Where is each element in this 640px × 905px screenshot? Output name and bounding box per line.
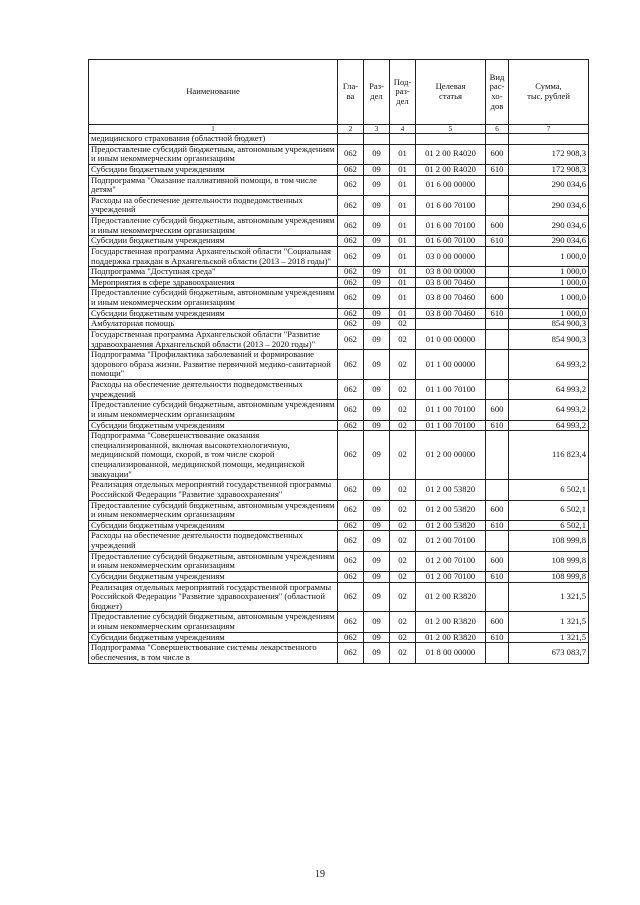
row-name: Подпрограмма "Профилактика заболеваний и формирование здорового образа жизни. Развитие первичной медико-санитарной помощи": [89, 350, 338, 380]
row-target-article: 01 2 00 70100: [416, 571, 486, 582]
table-row: [89, 308, 589, 319]
row-subsection: 02: [390, 520, 416, 531]
row-name: Предоставление субсидий бюджетным, автономным учреждениям и иным некоммерческим организациям: [89, 216, 338, 236]
row-subsection: 02: [390, 380, 416, 400]
table-row: [89, 431, 589, 480]
row-subsection: 02: [390, 431, 416, 480]
row-name: Подпрограмма "Совершенствование оказания специализированной, включая высокотехнологичную, медицинской помощи, скорой, в том числе скорой специализированной, медицинской помощи, медицинской эвакуации": [89, 431, 338, 480]
row-amount: 116 823,4: [509, 431, 589, 480]
row-amount: 6 502,1: [509, 520, 589, 531]
row-target-article: 01 1 00 00000: [416, 350, 486, 380]
row-subsection: [390, 134, 416, 145]
row-subsection: 02: [390, 319, 416, 330]
row-amount: 673 083,7: [509, 643, 589, 663]
row-amount: 172 908,3: [509, 164, 589, 175]
row-target-article: 01 0 00 00000: [416, 329, 486, 349]
table-row: [89, 195, 589, 215]
row-target-article: [416, 319, 486, 330]
row-section: 09: [364, 329, 390, 349]
header-podrazdel: Под- раз- дел: [390, 60, 416, 125]
row-name: Предоставление субсидий бюджетным, автономным учреждениям и иным некоммерческим организациям: [89, 612, 338, 632]
table-row: [89, 420, 589, 431]
column-index: 4: [390, 125, 416, 134]
row-amount: 854 900,3: [509, 319, 589, 330]
row-amount: 1 000,0: [509, 267, 589, 278]
row-name: Государственная программа Архангельской области "Социальная поддержка граждан в Архангельской области (2013 – 2018 годы)": [89, 246, 338, 266]
header-name: Наименование: [89, 60, 338, 125]
row-target-article: 01 2 00 00000: [416, 431, 486, 480]
row-section: 09: [364, 480, 390, 500]
header-amount: Сумма, тыс. рублей: [509, 60, 589, 125]
row-subsection: 02: [390, 612, 416, 632]
row-section: 09: [364, 551, 390, 571]
row-name: Субсидии бюджетным учреждениям: [89, 420, 338, 431]
header-target-article: Целевая статья: [416, 60, 486, 125]
row-section: 09: [364, 144, 390, 164]
table-row: [89, 134, 589, 145]
row-name: Подпрограмма "Оказание паллиативной помощи, в том числе детям": [89, 175, 338, 195]
row-section: 09: [364, 380, 390, 400]
row-amount: [509, 134, 589, 145]
table-row: [89, 216, 589, 236]
row-amount: 1 000,0: [509, 288, 589, 308]
table-body: [89, 134, 589, 664]
row-chapter: 062: [338, 216, 364, 236]
row-amount: 64 993,2: [509, 350, 589, 380]
row-expense-type: [486, 246, 509, 266]
row-target-article: 03 8 00 70460: [416, 308, 486, 319]
row-subsection: 01: [390, 267, 416, 278]
row-amount: 1 000,0: [509, 277, 589, 288]
row-chapter: 062: [338, 420, 364, 431]
row-expense-type: 610: [486, 236, 509, 247]
row-expense-type: 600: [486, 400, 509, 420]
table-row: [89, 144, 589, 164]
row-name: Реализация отдельных мероприятий государственной программы Российской Федерации "Развитие здравоохранения": [89, 480, 338, 500]
row-chapter: 062: [338, 267, 364, 278]
row-chapter: [338, 134, 364, 145]
row-name: Реализация отдельных мероприятий государственной программы Российской Федерации "Развитие здравоохранения" (областной бюджет): [89, 582, 338, 612]
row-amount: 290 034,6: [509, 216, 589, 236]
column-index: 1: [89, 125, 338, 134]
row-chapter: 062: [338, 431, 364, 480]
row-section: 09: [364, 643, 390, 663]
row-section: [364, 134, 390, 145]
row-section: 09: [364, 195, 390, 215]
row-expense-type: 610: [486, 420, 509, 431]
row-chapter: 062: [338, 195, 364, 215]
row-expense-type: 600: [486, 612, 509, 632]
row-subsection: 02: [390, 582, 416, 612]
row-target-article: 01 2 00 53820: [416, 480, 486, 500]
row-section: 09: [364, 308, 390, 319]
row-target-article: 01 6 00 70100: [416, 236, 486, 247]
row-name: Предоставление субсидий бюджетным, автономным учреждениям и иным некоммерческим организациям: [89, 551, 338, 571]
row-amount: 1 321,5: [509, 612, 589, 632]
row-amount: 6 502,1: [509, 480, 589, 500]
table-row: [89, 643, 589, 663]
table-row: [89, 571, 589, 582]
row-subsection: 02: [390, 643, 416, 663]
budget-table-sheet: [88, 59, 588, 664]
table-row: [89, 267, 589, 278]
row-chapter: 062: [338, 582, 364, 612]
row-chapter: 062: [338, 350, 364, 380]
row-target-article: 01 2 00 70100: [416, 531, 486, 551]
row-name: Предоставление субсидий бюджетным, автономным учреждениям и иным некоммерческим организациям: [89, 288, 338, 308]
row-name: Мероприятия в сфере здравоохранения: [89, 277, 338, 288]
header-glava: Гла- ва: [338, 60, 364, 125]
row-amount: 64 993,2: [509, 380, 589, 400]
row-section: 09: [364, 531, 390, 551]
row-section: 09: [364, 400, 390, 420]
row-target-article: 01 2 00 53820: [416, 520, 486, 531]
table-row: [89, 329, 589, 349]
row-chapter: 062: [338, 288, 364, 308]
column-index: 3: [364, 125, 390, 134]
row-amount: 290 034,6: [509, 195, 589, 215]
row-subsection: 01: [390, 308, 416, 319]
row-name: Предоставление субсидий бюджетным, автономным учреждениям и иным некоммерческим организациям: [89, 500, 338, 520]
table-row: [89, 480, 589, 500]
row-expense-type: [486, 267, 509, 278]
row-expense-type: [486, 643, 509, 663]
row-chapter: 062: [338, 319, 364, 330]
table-row: [89, 288, 589, 308]
column-index: 5: [416, 125, 486, 134]
row-target-article: 03 8 00 70460: [416, 277, 486, 288]
column-index: 6: [486, 125, 509, 134]
row-target-article: 03 0 00 00000: [416, 246, 486, 266]
row-target-article: 01 2 00 R4020: [416, 164, 486, 175]
table-row: [89, 612, 589, 632]
row-subsection: 01: [390, 195, 416, 215]
row-subsection: 02: [390, 480, 416, 500]
table-row: [89, 164, 589, 175]
row-chapter: 062: [338, 612, 364, 632]
header-razdel: Раз- дел: [364, 60, 390, 125]
row-target-article: 01 1 00 70100: [416, 380, 486, 400]
row-section: 09: [364, 520, 390, 531]
table-row: [89, 350, 589, 380]
row-chapter: 062: [338, 329, 364, 349]
row-amount: 1 000,0: [509, 246, 589, 266]
row-target-article: 01 6 00 70100: [416, 195, 486, 215]
row-subsection: 02: [390, 551, 416, 571]
row-amount: 64 993,2: [509, 400, 589, 420]
table-row: [89, 277, 589, 288]
row-amount: 108 999,8: [509, 531, 589, 551]
row-subsection: 01: [390, 277, 416, 288]
row-amount: 1 321,5: [509, 632, 589, 643]
row-expense-type: 610: [486, 308, 509, 319]
row-target-article: 03 8 00 70460: [416, 288, 486, 308]
row-target-article: 01 8 00 00000: [416, 643, 486, 663]
row-chapter: 062: [338, 164, 364, 175]
row-name: Субсидии бюджетным учреждениям: [89, 520, 338, 531]
row-chapter: 062: [338, 571, 364, 582]
table-row: [89, 380, 589, 400]
row-section: 09: [364, 175, 390, 195]
table-header: [89, 60, 589, 134]
row-target-article: 03 8 00 00000: [416, 267, 486, 278]
row-expense-type: [486, 350, 509, 380]
row-expense-type: [486, 319, 509, 330]
row-expense-type: 610: [486, 571, 509, 582]
row-target-article: 01 1 00 70100: [416, 420, 486, 431]
table-row: [89, 582, 589, 612]
row-subsection: 02: [390, 420, 416, 431]
row-amount: 290 034,6: [509, 236, 589, 247]
row-name: Подпрограмма "Доступная среда": [89, 267, 338, 278]
column-index: 2: [338, 125, 364, 134]
row-target-article: 01 2 00 R4020: [416, 144, 486, 164]
table-row: [89, 400, 589, 420]
row-expense-type: 600: [486, 500, 509, 520]
table-row: [89, 632, 589, 643]
row-section: 09: [364, 571, 390, 582]
row-expense-type: 600: [486, 288, 509, 308]
row-amount: 64 993,2: [509, 420, 589, 431]
row-name: Расходы на обеспечение деятельности подведомственных учреждений: [89, 195, 338, 215]
row-chapter: 062: [338, 520, 364, 531]
row-target-article: 01 2 00 R3820: [416, 612, 486, 632]
row-subsection: 02: [390, 350, 416, 380]
row-expense-type: [486, 329, 509, 349]
row-subsection: 02: [390, 329, 416, 349]
row-expense-type: [486, 380, 509, 400]
row-expense-type: 600: [486, 216, 509, 236]
row-chapter: 062: [338, 551, 364, 571]
row-target-article: 01 2 00 R3820: [416, 632, 486, 643]
row-subsection: 01: [390, 216, 416, 236]
row-section: 09: [364, 319, 390, 330]
row-name: Субсидии бюджетным учреждениям: [89, 164, 338, 175]
row-name: Субсидии бюджетным учреждениям: [89, 308, 338, 319]
budget-table: [88, 59, 589, 664]
row-name: Предоставление субсидий бюджетным, автономным учреждениям и иным некоммерческим организациям: [89, 400, 338, 420]
row-target-article: 01 2 00 70100: [416, 551, 486, 571]
table-row: [89, 551, 589, 571]
table-row: [89, 319, 589, 330]
row-name: Подпрограмма "Совершенствование системы лекарственного обеспечения, в том числе в: [89, 643, 338, 663]
row-name: Субсидии бюджетным учреждениям: [89, 236, 338, 247]
row-amount: 108 999,8: [509, 551, 589, 571]
header-expense-type: Вид рас- хо- дов: [486, 60, 509, 125]
row-subsection: 01: [390, 236, 416, 247]
row-expense-type: [486, 175, 509, 195]
row-section: 09: [364, 612, 390, 632]
row-subsection: 01: [390, 144, 416, 164]
row-expense-type: [486, 134, 509, 145]
table-row: [89, 531, 589, 551]
row-amount: 854 900,3: [509, 329, 589, 349]
row-subsection: 02: [390, 571, 416, 582]
row-section: 09: [364, 236, 390, 247]
table-row: [89, 246, 589, 266]
row-expense-type: [486, 277, 509, 288]
row-section: 09: [364, 500, 390, 520]
row-chapter: 062: [338, 632, 364, 643]
row-chapter: 062: [338, 500, 364, 520]
row-section: 09: [364, 277, 390, 288]
row-expense-type: [486, 431, 509, 480]
row-section: 09: [364, 164, 390, 175]
row-target-article: 01 2 00 R3820: [416, 582, 486, 612]
row-name: Субсидии бюджетным учреждениям: [89, 632, 338, 643]
row-chapter: 062: [338, 400, 364, 420]
row-section: 09: [364, 350, 390, 380]
row-subsection: 02: [390, 500, 416, 520]
row-expense-type: 600: [486, 551, 509, 571]
row-name: Расходы на обеспечение деятельности подведомственных учреждений: [89, 380, 338, 400]
row-chapter: 062: [338, 308, 364, 319]
row-section: 09: [364, 420, 390, 431]
row-name: Государственная программа Архангельской области "Развитие здравоохранения Архангельской области (2013 – 2020 годы)": [89, 329, 338, 349]
row-name: медицинского страхования (областной бюджет): [89, 134, 338, 145]
row-amount: 1 321,5: [509, 582, 589, 612]
row-section: 09: [364, 582, 390, 612]
row-target-article: 01 6 00 70100: [416, 216, 486, 236]
row-chapter: 062: [338, 531, 364, 551]
row-subsection: 01: [390, 175, 416, 195]
row-subsection: 01: [390, 288, 416, 308]
row-target-article: 01 2 00 53820: [416, 500, 486, 520]
row-name: Субсидии бюджетным учреждениям: [89, 571, 338, 582]
row-chapter: 062: [338, 246, 364, 266]
page-number: 19: [315, 869, 325, 880]
row-section: 09: [364, 246, 390, 266]
row-subsection: 01: [390, 246, 416, 266]
row-amount: 172 908,3: [509, 144, 589, 164]
row-amount: 290 034,6: [509, 175, 589, 195]
table-row: [89, 520, 589, 531]
row-name: Предоставление субсидий бюджетным, автономным учреждениям и иным некоммерческим организациям: [89, 144, 338, 164]
row-section: 09: [364, 216, 390, 236]
row-chapter: 062: [338, 277, 364, 288]
row-chapter: 062: [338, 380, 364, 400]
row-expense-type: [486, 480, 509, 500]
row-target-article: [416, 134, 486, 145]
row-expense-type: 610: [486, 164, 509, 175]
table-row: [89, 175, 589, 195]
row-amount: 1 000,0: [509, 308, 589, 319]
row-expense-type: [486, 195, 509, 215]
table-row: [89, 236, 589, 247]
row-chapter: 062: [338, 480, 364, 500]
row-section: 09: [364, 431, 390, 480]
table-row: [89, 500, 589, 520]
row-target-article: 01 1 00 70100: [416, 400, 486, 420]
row-subsection: 02: [390, 632, 416, 643]
row-expense-type: [486, 582, 509, 612]
row-name: Амбулаторная помощь: [89, 319, 338, 330]
row-amount: 108 999,8: [509, 571, 589, 582]
row-target-article: 01 6 00 00000: [416, 175, 486, 195]
row-chapter: 062: [338, 643, 364, 663]
row-expense-type: [486, 531, 509, 551]
row-expense-type: 610: [486, 520, 509, 531]
row-expense-type: 600: [486, 144, 509, 164]
row-section: 09: [364, 632, 390, 643]
row-amount: 6 502,1: [509, 500, 589, 520]
row-section: 09: [364, 288, 390, 308]
row-subsection: 01: [390, 164, 416, 175]
row-expense-type: 610: [486, 632, 509, 643]
row-subsection: 02: [390, 400, 416, 420]
row-chapter: 062: [338, 175, 364, 195]
row-section: 09: [364, 267, 390, 278]
row-name: Расходы на обеспечение деятельности подведомственных учреждений: [89, 531, 338, 551]
row-chapter: 062: [338, 236, 364, 247]
row-chapter: 062: [338, 144, 364, 164]
column-index: 7: [509, 125, 589, 134]
row-subsection: 02: [390, 531, 416, 551]
